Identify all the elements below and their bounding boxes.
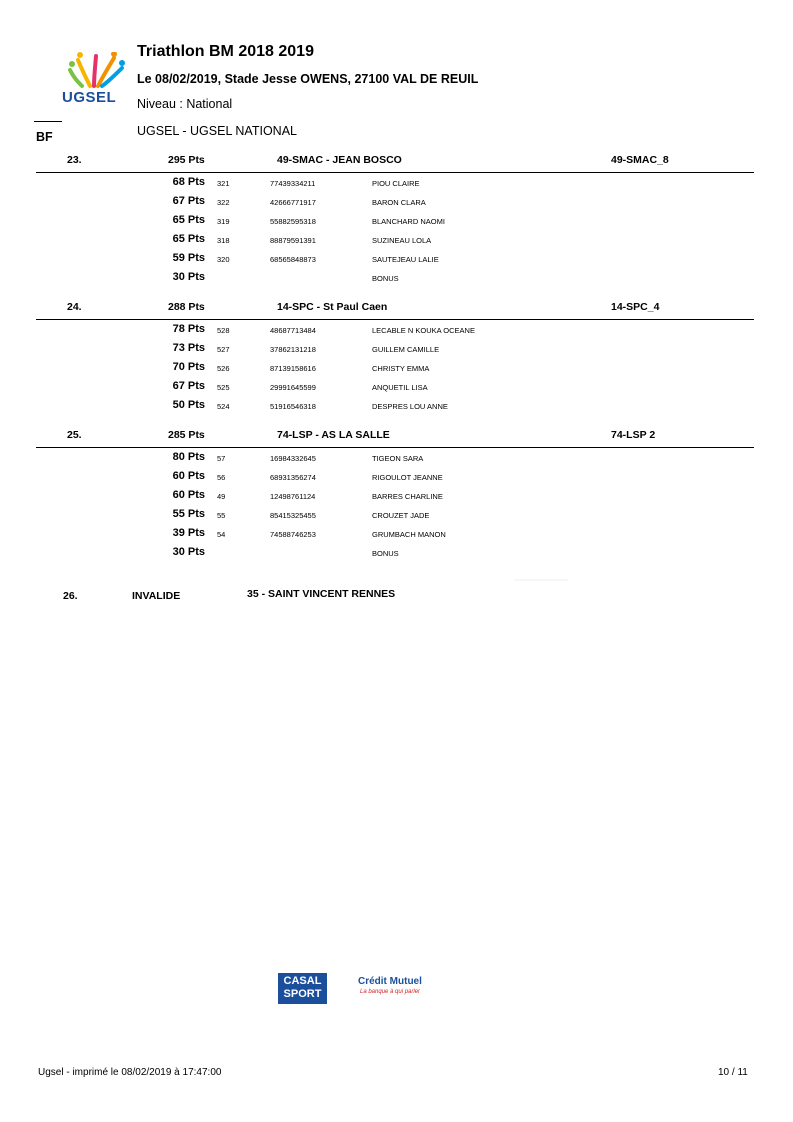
member-licence: 29991645599 xyxy=(270,383,316,392)
member-dossard: 321 xyxy=(217,179,230,188)
member-name: BONUS xyxy=(372,274,399,283)
member-licence: 55882595318 xyxy=(270,217,316,226)
category-label: BF xyxy=(36,130,53,144)
team-code: 49-SMAC_8 xyxy=(611,154,669,166)
member-dossard: 319 xyxy=(217,217,230,226)
member-licence: 48687713484 xyxy=(270,326,316,335)
team-rank: 25. xyxy=(67,429,82,441)
team-points: 285 Pts xyxy=(168,429,205,441)
member-points: 39 Pts xyxy=(172,527,205,539)
member-dossard: 318 xyxy=(217,236,230,245)
footer-printed: Ugsel - imprimé le 08/02/2019 à 17:47:00 xyxy=(38,1067,222,1078)
member-points: 73 Pts xyxy=(172,342,205,354)
member-dossard: 320 xyxy=(217,255,230,264)
member-name: BARRES CHARLINE xyxy=(372,492,443,501)
category-divider xyxy=(34,121,62,122)
member-dossard: 526 xyxy=(217,364,230,373)
member-name: GUILLEM CAMILLE xyxy=(372,345,440,354)
member-points: 55 Pts xyxy=(172,508,205,520)
level-label: Niveau : National xyxy=(137,97,233,111)
member-points: 68 Pts xyxy=(172,176,205,188)
member-licence: 87139158616 xyxy=(270,364,316,373)
member-licence: 16984332645 xyxy=(270,454,316,463)
member-dossard: 57 xyxy=(217,454,226,463)
team-code: 74-LSP 2 xyxy=(611,429,656,441)
member-points: 65 Pts xyxy=(172,233,205,245)
member-dossard: 527 xyxy=(217,345,230,354)
member-name: BARON CLARA xyxy=(372,198,426,207)
member-licence: 51916546318 xyxy=(270,402,316,411)
member-points: 67 Pts xyxy=(172,195,205,207)
member-dossard: 528 xyxy=(217,326,230,335)
member-licence: 37862131218 xyxy=(270,345,316,354)
team-name: 74-LSP - AS LA SALLE xyxy=(277,429,390,441)
member-points: 30 Pts xyxy=(172,546,205,558)
team-rank: 24. xyxy=(67,301,82,313)
page-number: 10 / 11 xyxy=(718,1067,748,1078)
member-points: 60 Pts xyxy=(172,470,205,482)
team-name: 14-SPC - St Paul Caen xyxy=(277,301,388,313)
casal-line1: CASAL xyxy=(283,975,322,987)
member-licence: 42666771917 xyxy=(270,198,316,207)
member-dossard: 525 xyxy=(217,383,230,392)
member-dossard: 322 xyxy=(217,198,230,207)
member-dossard: 55 xyxy=(217,511,226,520)
member-points: 30 Pts xyxy=(172,271,205,283)
team-points: 288 Pts xyxy=(168,301,205,313)
logo-text: UGSEL xyxy=(62,89,117,106)
member-name: ANQUETIL LISA xyxy=(372,383,428,392)
team-divider xyxy=(36,172,754,173)
faint-artifact xyxy=(514,579,568,581)
member-points: 70 Pts xyxy=(172,361,205,373)
member-licence: 12498761124 xyxy=(270,492,316,501)
team-points: 295 Pts xyxy=(168,154,205,166)
team-divider xyxy=(36,447,754,448)
member-points: 67 Pts xyxy=(172,380,205,392)
page-title: Triathlon BM 2018 2019 xyxy=(137,43,314,60)
credit-mutuel-logo: Crédit Mutuel xyxy=(358,976,422,987)
team-rank: 26. xyxy=(63,590,78,602)
organization-label: UGSEL - UGSEL NATIONAL xyxy=(137,124,297,138)
member-name: TIGEON SARA xyxy=(372,454,424,463)
member-name: GRUMBACH MANON xyxy=(372,530,446,539)
member-points: 80 Pts xyxy=(172,451,205,463)
member-licence: 88879591391 xyxy=(270,236,316,245)
member-name: DESPRES LOU ANNE xyxy=(372,402,448,411)
team-divider xyxy=(36,319,754,320)
member-licence: 85415325455 xyxy=(270,511,316,520)
member-name: BONUS xyxy=(372,549,399,558)
member-dossard: 49 xyxy=(217,492,226,501)
member-dossard: 54 xyxy=(217,530,226,539)
event-subtitle: Le 08/02/2019, Stade Jesse OWENS, 27100 VAL DE REUIL xyxy=(137,72,479,86)
team-name: 49-SMAC - JEAN BOSCO xyxy=(277,154,402,166)
member-name: SAUTEJEAU LALIE xyxy=(372,255,439,264)
member-name: RIGOULOT JEANNE xyxy=(372,473,443,482)
member-licence: 68565848873 xyxy=(270,255,316,264)
member-name: CHRISTY EMMA xyxy=(372,364,430,373)
member-points: 65 Pts xyxy=(172,214,205,226)
member-name: PIOU CLAIRE xyxy=(372,179,420,188)
member-licence: 74588746253 xyxy=(270,530,316,539)
team-code: 14-SPC_4 xyxy=(611,301,660,313)
member-name: LECABLE N KOUKA OCEANE xyxy=(372,326,475,335)
member-name: CROUZET JADE xyxy=(372,511,430,520)
casal-line2: SPORT xyxy=(283,988,322,1000)
member-points: 59 Pts xyxy=(172,252,205,264)
member-points: 50 Pts xyxy=(172,399,205,411)
team-name: 35 - SAINT VINCENT RENNES xyxy=(247,588,396,600)
team-rank: 23. xyxy=(67,154,82,166)
invalid-status: INVALIDE xyxy=(132,590,181,602)
casal-sport-logo xyxy=(278,973,327,1004)
member-dossard: 56 xyxy=(217,473,226,482)
member-points: 78 Pts xyxy=(172,323,205,335)
credit-mutuel-tagline: La banque à qui parler xyxy=(360,989,421,995)
member-licence: 77439334211 xyxy=(270,179,316,188)
member-dossard: 524 xyxy=(217,402,230,411)
member-name: SUZINEAU LOLA xyxy=(372,236,432,245)
member-licence: 68931356274 xyxy=(270,473,316,482)
member-points: 60 Pts xyxy=(172,489,205,501)
member-name: BLANCHARD NAOMI xyxy=(372,217,445,226)
